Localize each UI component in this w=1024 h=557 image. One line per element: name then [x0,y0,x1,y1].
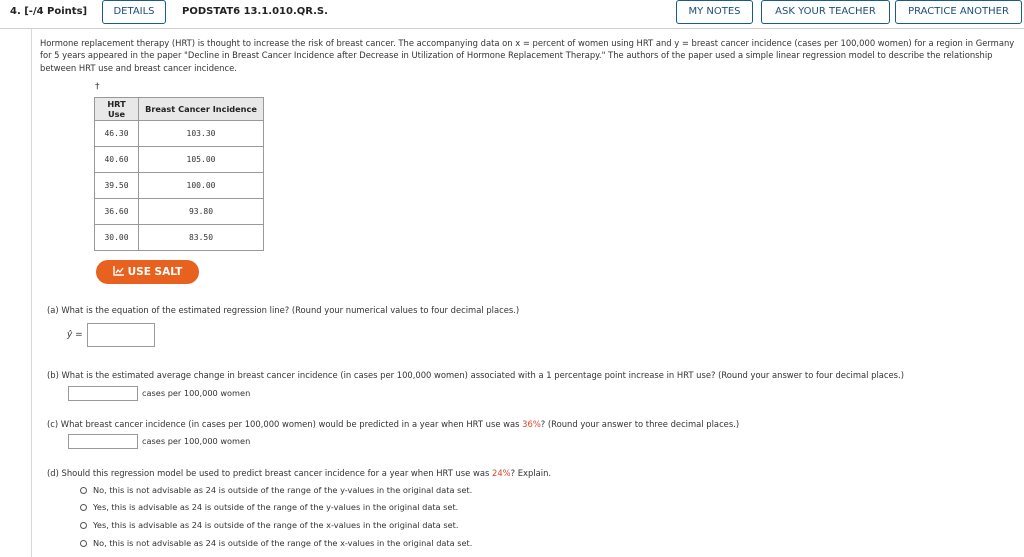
table-row [95,121,264,147]
part-c-text: (c) What breast cancer incidence (in cases per 100,000 women) would be predicted in a year when HRT use was [47,419,523,429]
answer-option[interactable] [80,502,458,512]
regression-equation-input[interactable] [87,323,155,347]
option-label: No, this is not advisable as 24 is outside of the range of the y-values in the original data set. [93,485,473,495]
hrt-cell: 46.30 [95,121,139,147]
part-d-hrt-value: 24% [492,468,511,478]
use-salt-label: USE SALT [127,266,183,278]
incidence-cell: 105.00 [139,147,264,173]
incidence-cell: 83.50 [139,225,264,251]
option-label: No, this is not advisable as 24 is outside of the range of the x-values in the original data set. [93,538,473,548]
part-d-text-end: ? Explain. [510,468,552,478]
part-a-question: (a) What is the equation of the estimated regression line? (Round your numerical values to four decimal places.) [47,305,520,315]
radio-button[interactable] [80,504,87,511]
option-label: Yes, this is advisable as 24 is outside of the range of the y-values in the original data set. [93,502,459,512]
hrt-cell: 40.60 [95,147,139,173]
incidence-cell: 103.30 [139,121,264,147]
question-code: PODSTAT6 13.1.010.QR.S. [182,6,328,17]
left-divider [31,29,32,557]
answer-option[interactable] [80,520,458,530]
table-row [95,225,264,251]
hrt-cell: 39.50 [95,173,139,199]
ask-your-teacher-button[interactable]: ASK YOUR TEACHER [761,0,890,24]
part-c-units: cases per 100,000 women [142,436,251,446]
option-label: Yes, this is advisable as 24 is outside of the range of the x-values in the original data set. [93,520,459,530]
use-salt-button[interactable] [96,260,199,284]
incidence-header: Breast Cancer Incidence [139,98,264,121]
practice-another-button[interactable]: PRACTICE ANOTHER [895,0,1022,24]
part-c-hrt-value: 36% [522,419,541,429]
footnote-dagger[interactable]: † [95,82,100,92]
question-number: 4. [-/4 Points] [10,6,88,17]
prediction-input[interactable] [68,434,138,449]
radio-button[interactable] [80,487,87,494]
salt-chart-icon [113,265,125,276]
table-row [95,147,264,173]
table-row [95,173,264,199]
radio-button[interactable] [80,522,87,529]
answer-option[interactable] [80,485,472,495]
incidence-cell: 100.00 [139,173,264,199]
part-b-question: (b) What is the estimated average change in breast cancer incidence (in cases per 100,000 women) associated with a 1 percentage point increase in HRT use? (Round your answer to four decimal places.) [47,370,904,380]
part-d-text: (d) Should this regression model be used to predict breast cancer incidence for a year when HRT use was [47,468,492,478]
part-d-question [47,468,551,478]
hrt-cell: 36.60 [95,199,139,225]
data-table [94,97,264,251]
part-c-question [47,419,739,429]
y-hat-label: ŷ = [67,330,83,340]
part-b-units: cases per 100,000 women [142,388,251,398]
hrt-cell: 30.00 [95,225,139,251]
hrt-use-header: HRT Use [95,98,139,121]
my-notes-button[interactable]: MY NOTES [676,0,753,24]
answer-option[interactable] [80,538,472,548]
part-c-text-end: ? (Round your answer to three decimal places.) [540,419,740,429]
incidence-cell: 93.80 [139,199,264,225]
problem-intro: Hormone replacement therapy (HRT) is thought to increase the risk of breast cancer. The accompanying data on x = percent of women using HRT and y = breast cancer incidence (cases per 100,000 women) for a region in Germany for 5 years appeared in the paper "Decline in Breast Cancer Incidence after Decrease in Utilization of Hormone Replacement Therapy." The authors of the paper used a simple linear regression model to describe the relationship between HRT use and breast cancer incidence. [40,38,1015,73]
table-row [95,199,264,225]
radio-button[interactable] [80,540,87,547]
question-header [0,0,1024,29]
table-header-row [95,98,264,121]
details-button[interactable]: DETAILS [102,0,166,24]
slope-input[interactable] [68,386,138,401]
